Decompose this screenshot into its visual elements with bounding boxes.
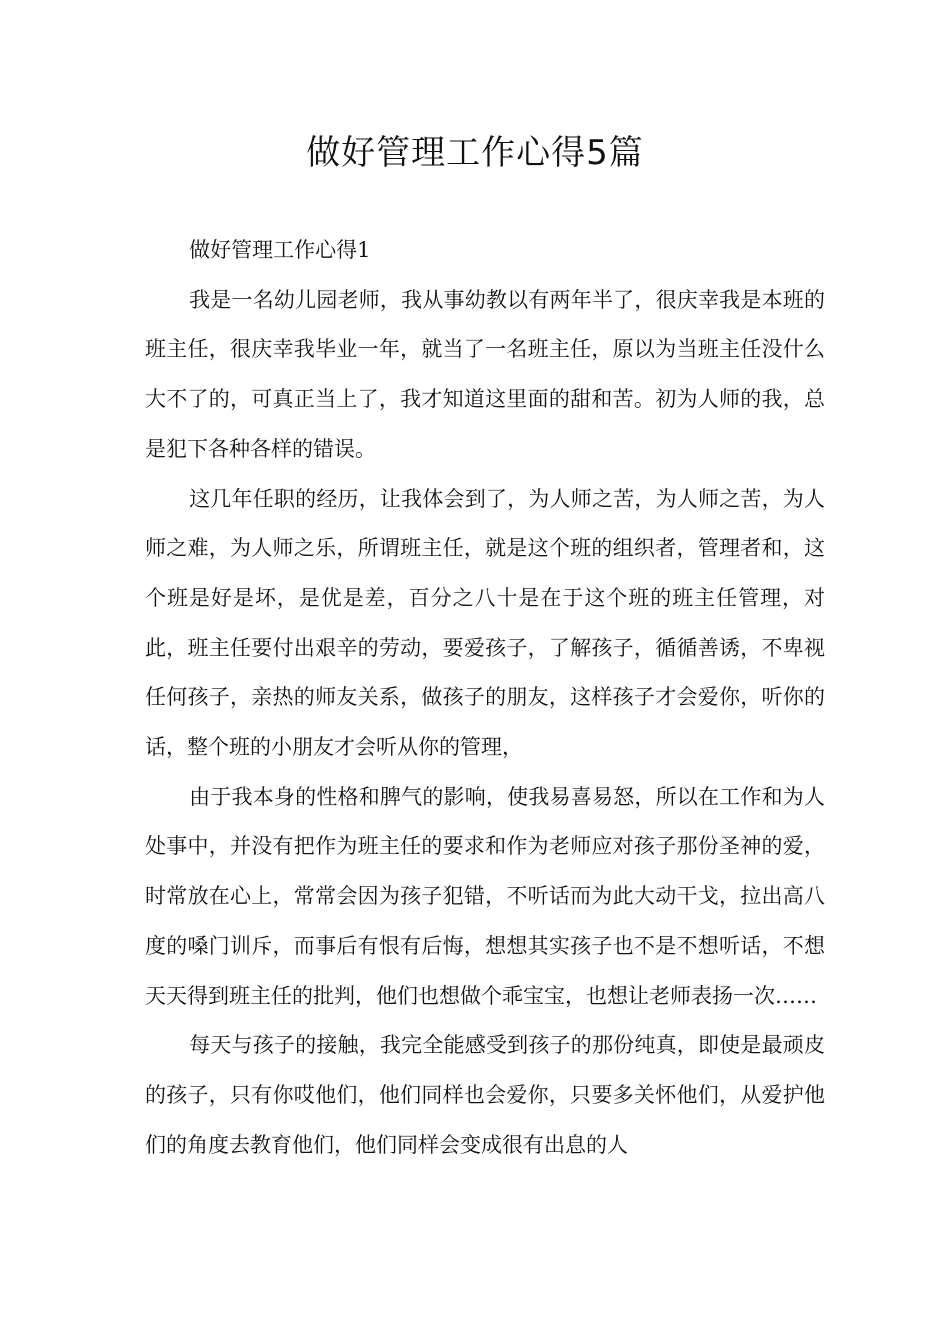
paragraph-4: 每天与孩子的接触，我完全能感受到孩子的那份纯真，即使是最顽皮的孩子，只有你哎他们，他们同样也会爱你，只要多关怀他们，从爱护他们的角度去教育他们，他们同样会变成很有出息的人 (145, 1033, 825, 1157)
paragraph-1: 我是一名幼儿园老师，我从事幼教以有两年半了，很庆幸我是本班的班主任，很庆幸我毕业一年，就当了一名班主任，原以为当班主任没什么大不了的，可真正当上了，我才知道这里面的甜和苦。初为人师的我，总是犯下各种各样的错误。 (145, 287, 825, 461)
document-title: 做好管理工作心得5篇 (306, 133, 644, 173)
section-heading: 做好管理工作心得1 (189, 238, 371, 262)
paragraph-3: 由于我本身的性格和脾气的影响，使我易喜易怒，所以在工作和为人处事中，并没有把作为班主任的要求和作为老师应对孩子那份圣神的爱，时常放在心上，常常会因为孩子犯错，不听话而为此大动干戈，拉出高八度的嗓门训斥，而事后有恨有后悔，想想其实孩子也不是不想听话，不想天天得到班主任的批判，他们也想做个乖宝宝，也想让老师表扬一次…… (145, 784, 825, 1008)
document-body (145, 226, 825, 1170)
paragraph-2: 这几年任职的经历，让我体会到了，为人师之苦，为人师之苦，为人师之难，为人师之乐，所谓班主任，就是这个班的组织者，管理者和，这个班是好是坏，是优是差，百分之八十是在于这个班的班主任管理，对此，班主任要付出艰辛的劳动，要爱孩子，了解孩子，循循善诱，不卑视任何孩子，亲热的师友关系，做孩子的朋友，这样孩子才会爱你，听你的话，整个班的小朋友才会听从你的管理， (145, 486, 825, 760)
